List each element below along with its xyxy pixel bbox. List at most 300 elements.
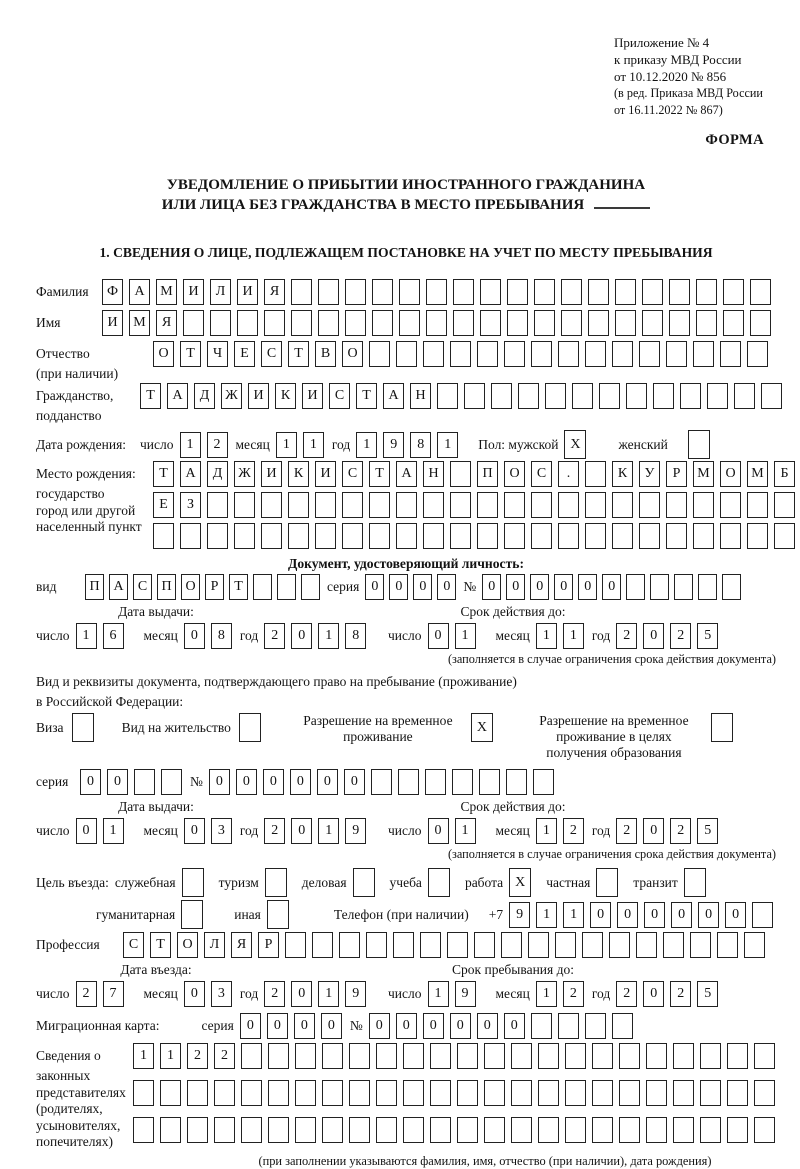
patronymic-cell[interactable]	[558, 341, 579, 367]
legal-reps-cell[interactable]	[349, 1117, 370, 1143]
entry-year-cell[interactable]: 0	[291, 981, 312, 1007]
legal-reps-cell[interactable]	[673, 1080, 694, 1106]
birth-place-cell[interactable]	[666, 523, 687, 549]
citizenship-cell[interactable]: А	[383, 383, 404, 409]
legal-reps-cell[interactable]	[538, 1117, 559, 1143]
birth-place-cell[interactable]	[720, 523, 741, 549]
patronymic-cell[interactable]: Е	[234, 341, 255, 367]
patronymic-cell[interactable]	[396, 341, 417, 367]
citizenship-cell[interactable]	[437, 383, 458, 409]
surname-cell[interactable]	[534, 279, 555, 305]
legal-reps-cell[interactable]	[349, 1080, 370, 1106]
entry-day-cell[interactable]: 7	[103, 981, 124, 1007]
birth-place-cell[interactable]: О	[504, 461, 525, 487]
name-cell[interactable]	[534, 310, 555, 336]
residence-expiry-day-cell[interactable]: 0	[428, 818, 449, 844]
residence-permit-checkbox[interactable]	[239, 713, 261, 742]
birth-place-cell[interactable]	[639, 523, 660, 549]
migration-number-cell[interactable]: 0	[504, 1013, 525, 1039]
birth-place-cell[interactable]	[504, 492, 525, 518]
surname-cell[interactable]: И	[237, 279, 258, 305]
legal-reps-cell[interactable]	[376, 1080, 397, 1106]
birth-place-cell[interactable]: У	[639, 461, 660, 487]
name-cell[interactable]	[318, 310, 339, 336]
legal-reps-cell[interactable]	[241, 1117, 262, 1143]
birth-place-cell[interactable]: К	[612, 461, 633, 487]
birth-place-cell[interactable]	[504, 523, 525, 549]
patronymic-cell[interactable]: О	[153, 341, 174, 367]
citizenship-cell[interactable]	[761, 383, 782, 409]
surname-cell[interactable]: М	[156, 279, 177, 305]
birth-place-cell[interactable]	[315, 523, 336, 549]
migration-number-cell[interactable]	[531, 1013, 552, 1039]
surname-cell[interactable]	[399, 279, 420, 305]
phone-digit-cell[interactable]	[752, 902, 773, 928]
stay-until-year-cell[interactable]: 0	[643, 981, 664, 1007]
legal-reps-cell[interactable]	[187, 1117, 208, 1143]
residence-issue-day-cell[interactable]: 1	[103, 818, 124, 844]
legal-reps-cell[interactable]	[268, 1080, 289, 1106]
legal-reps-cell[interactable]	[511, 1080, 532, 1106]
purpose-work-checkbox[interactable]: X	[509, 868, 531, 897]
legal-reps-cell[interactable]	[430, 1080, 451, 1106]
citizenship-cell[interactable]	[680, 383, 701, 409]
birth-place-cell[interactable]	[234, 523, 255, 549]
birth-place-cell[interactable]: П	[477, 461, 498, 487]
legal-reps-cell[interactable]	[376, 1117, 397, 1143]
birth-place-cell[interactable]: Д	[207, 461, 228, 487]
legal-reps-cell[interactable]	[160, 1080, 181, 1106]
doc-number-cell[interactable]: 0	[506, 574, 525, 600]
patronymic-cell[interactable]	[720, 341, 741, 367]
residence-number-cell[interactable]: 0	[236, 769, 257, 795]
legal-reps-cell[interactable]	[700, 1080, 721, 1106]
legal-reps-cell[interactable]	[484, 1117, 505, 1143]
residence-series-cell[interactable]	[161, 769, 182, 795]
legal-reps-cell[interactable]	[592, 1043, 613, 1069]
passport-expiry-month-cell[interactable]: 1	[563, 623, 584, 649]
surname-cell[interactable]	[615, 279, 636, 305]
citizenship-cell[interactable]: Ж	[221, 383, 242, 409]
purpose-transit-checkbox[interactable]	[684, 868, 706, 897]
birth-place-cell[interactable]	[342, 492, 363, 518]
purpose-business-checkbox[interactable]	[353, 868, 375, 897]
birth-place-cell[interactable]: Т	[153, 461, 174, 487]
doc-number-cell[interactable]: 0	[578, 574, 597, 600]
name-cell[interactable]	[615, 310, 636, 336]
legal-reps-cell[interactable]	[457, 1117, 478, 1143]
patronymic-cell[interactable]: С	[261, 341, 282, 367]
name-cell[interactable]	[507, 310, 528, 336]
profession-cell[interactable]: Р	[258, 932, 279, 958]
legal-reps-cell[interactable]	[403, 1117, 424, 1143]
profession-cell[interactable]	[528, 932, 549, 958]
legal-reps-cell[interactable]	[268, 1043, 289, 1069]
doc-type-cell[interactable]: П	[85, 574, 104, 600]
legal-reps-cell[interactable]	[295, 1117, 316, 1143]
profession-cell[interactable]	[285, 932, 306, 958]
entry-month-cell[interactable]: 0	[184, 981, 205, 1007]
profession-cell[interactable]: Я	[231, 932, 252, 958]
legal-reps-cell[interactable]	[538, 1043, 559, 1069]
migration-series-cell[interactable]: 0	[267, 1013, 288, 1039]
citizenship-cell[interactable]: С	[329, 383, 350, 409]
birth-place-cell[interactable]	[369, 492, 390, 518]
doc-number-cell[interactable]	[626, 574, 645, 600]
residence-expiry-day-cell[interactable]: 1	[455, 818, 476, 844]
legal-reps-cell[interactable]	[619, 1117, 640, 1143]
patronymic-cell[interactable]	[531, 341, 552, 367]
patronymic-cell[interactable]: Ч	[207, 341, 228, 367]
surname-cell[interactable]	[696, 279, 717, 305]
doc-type-cell[interactable]: А	[109, 574, 128, 600]
phone-digit-cell[interactable]: 0	[590, 902, 611, 928]
temp-residence-education-checkbox[interactable]	[711, 713, 733, 742]
citizenship-cell[interactable]	[599, 383, 620, 409]
passport-issue-day-cell[interactable]: 6	[103, 623, 124, 649]
profession-cell[interactable]	[420, 932, 441, 958]
residence-number-cell[interactable]: 0	[290, 769, 311, 795]
patronymic-cell[interactable]	[666, 341, 687, 367]
legal-reps-cell[interactable]	[619, 1080, 640, 1106]
profession-cell[interactable]: Т	[150, 932, 171, 958]
profession-cell[interactable]: С	[123, 932, 144, 958]
doc-type-cell[interactable]	[253, 574, 272, 600]
patronymic-cell[interactable]	[612, 341, 633, 367]
legal-reps-cell[interactable]	[511, 1117, 532, 1143]
legal-reps-cell[interactable]	[700, 1043, 721, 1069]
purpose-tourism-checkbox[interactable]	[265, 868, 287, 897]
birth-year-cell[interactable]: 1	[437, 432, 458, 458]
surname-cell[interactable]	[345, 279, 366, 305]
legal-reps-cell[interactable]	[646, 1117, 667, 1143]
name-cell[interactable]: И	[102, 310, 123, 336]
birth-place-cell[interactable]	[774, 492, 795, 518]
legal-reps-cell[interactable]	[592, 1117, 613, 1143]
citizenship-cell[interactable]	[518, 383, 539, 409]
residence-series-cell[interactable]: 0	[107, 769, 128, 795]
name-cell[interactable]	[750, 310, 771, 336]
stay-until-month-cell[interactable]: 1	[536, 981, 557, 1007]
surname-cell[interactable]	[453, 279, 474, 305]
birth-place-cell[interactable]: Ж	[234, 461, 255, 487]
doc-number-cell[interactable]	[722, 574, 741, 600]
name-cell[interactable]	[210, 310, 231, 336]
passport-issue-year-cell[interactable]: 2	[264, 623, 285, 649]
passport-expiry-year-cell[interactable]: 0	[643, 623, 664, 649]
birth-place-cell[interactable]	[612, 492, 633, 518]
migration-series-cell[interactable]: 0	[294, 1013, 315, 1039]
female-checkbox[interactable]	[688, 430, 710, 459]
profession-cell[interactable]	[447, 932, 468, 958]
doc-number-cell[interactable]: 0	[554, 574, 573, 600]
legal-reps-cell[interactable]	[565, 1080, 586, 1106]
stay-until-year-cell[interactable]: 2	[616, 981, 637, 1007]
legal-reps-cell[interactable]	[457, 1080, 478, 1106]
birth-place-cell[interactable]	[585, 461, 606, 487]
doc-type-cell[interactable]: Р	[205, 574, 224, 600]
surname-cell[interactable]	[372, 279, 393, 305]
legal-reps-cell[interactable]	[376, 1043, 397, 1069]
birth-year-cell[interactable]: 9	[383, 432, 404, 458]
residence-expiry-year-cell[interactable]: 2	[670, 818, 691, 844]
legal-reps-cell[interactable]	[214, 1117, 235, 1143]
surname-cell[interactable]: И	[183, 279, 204, 305]
migration-number-cell[interactable]: 0	[477, 1013, 498, 1039]
residence-issue-year-cell[interactable]: 1	[318, 818, 339, 844]
legal-reps-cell[interactable]: 2	[187, 1043, 208, 1069]
stay-until-year-cell[interactable]: 2	[670, 981, 691, 1007]
legal-reps-cell[interactable]	[511, 1043, 532, 1069]
legal-reps-cell[interactable]	[268, 1117, 289, 1143]
profession-cell[interactable]	[609, 932, 630, 958]
purpose-private-checkbox[interactable]	[596, 868, 618, 897]
migration-series-cell[interactable]: 0	[321, 1013, 342, 1039]
name-cell[interactable]	[696, 310, 717, 336]
birth-place-cell[interactable]: Б	[774, 461, 795, 487]
surname-cell[interactable]: Ф	[102, 279, 123, 305]
birth-place-cell[interactable]	[450, 492, 471, 518]
surname-cell[interactable]	[291, 279, 312, 305]
surname-cell[interactable]	[750, 279, 771, 305]
patronymic-cell[interactable]	[585, 341, 606, 367]
residence-expiry-year-cell[interactable]: 2	[616, 818, 637, 844]
legal-reps-cell[interactable]	[160, 1117, 181, 1143]
surname-cell[interactable]	[561, 279, 582, 305]
residence-issue-year-cell[interactable]: 9	[345, 818, 366, 844]
patronymic-cell[interactable]: О	[342, 341, 363, 367]
legal-reps-cell[interactable]	[727, 1043, 748, 1069]
birth-place-cell[interactable]	[261, 523, 282, 549]
entry-year-cell[interactable]: 9	[345, 981, 366, 1007]
name-cell[interactable]	[642, 310, 663, 336]
temp-residence-checkbox[interactable]: X	[471, 713, 493, 742]
profession-cell[interactable]	[636, 932, 657, 958]
surname-cell[interactable]	[318, 279, 339, 305]
entry-day-cell[interactable]: 2	[76, 981, 97, 1007]
profession-cell[interactable]: Л	[204, 932, 225, 958]
doc-number-cell[interactable]: 0	[530, 574, 549, 600]
legal-reps-cell[interactable]	[295, 1080, 316, 1106]
passport-expiry-year-cell[interactable]: 5	[697, 623, 718, 649]
doc-type-cell[interactable]: С	[133, 574, 152, 600]
legal-reps-cell[interactable]	[322, 1080, 343, 1106]
passport-issue-month-cell[interactable]: 0	[184, 623, 205, 649]
surname-cell[interactable]	[426, 279, 447, 305]
birth-place-cell[interactable]	[693, 492, 714, 518]
residence-expiry-month-cell[interactable]: 2	[563, 818, 584, 844]
residence-series-cell[interactable]: 0	[80, 769, 101, 795]
residence-expiry-month-cell[interactable]: 1	[536, 818, 557, 844]
profession-cell[interactable]	[717, 932, 738, 958]
phone-digit-cell[interactable]: 1	[536, 902, 557, 928]
birth-place-cell[interactable]: .	[558, 461, 579, 487]
surname-cell[interactable]	[480, 279, 501, 305]
phone-digit-cell[interactable]: 0	[671, 902, 692, 928]
legal-reps-cell[interactable]: 1	[160, 1043, 181, 1069]
residence-expiry-year-cell[interactable]: 5	[697, 818, 718, 844]
surname-cell[interactable]	[507, 279, 528, 305]
birth-year-cell[interactable]: 1	[356, 432, 377, 458]
patronymic-cell[interactable]	[504, 341, 525, 367]
legal-reps-cell[interactable]	[133, 1080, 154, 1106]
doc-number-cell[interactable]	[698, 574, 717, 600]
birth-place-cell[interactable]	[558, 523, 579, 549]
patronymic-cell[interactable]	[450, 341, 471, 367]
phone-digit-cell[interactable]: 0	[725, 902, 746, 928]
profession-cell[interactable]	[501, 932, 522, 958]
birth-place-cell[interactable]	[531, 523, 552, 549]
residence-expiry-year-cell[interactable]: 0	[643, 818, 664, 844]
phone-digit-cell[interactable]: 0	[617, 902, 638, 928]
purpose-other-checkbox[interactable]	[267, 900, 289, 929]
legal-reps-cell[interactable]	[241, 1043, 262, 1069]
citizenship-cell[interactable]	[626, 383, 647, 409]
residence-number-cell[interactable]	[479, 769, 500, 795]
legal-reps-cell[interactable]	[565, 1043, 586, 1069]
profession-cell[interactable]	[555, 932, 576, 958]
legal-reps-cell[interactable]	[592, 1080, 613, 1106]
birth-place-cell[interactable]: К	[288, 461, 309, 487]
doc-number-cell[interactable]: 0	[602, 574, 621, 600]
residence-number-cell[interactable]: 0	[344, 769, 365, 795]
legal-reps-cell[interactable]	[754, 1117, 775, 1143]
birth-place-cell[interactable]: С	[342, 461, 363, 487]
surname-cell[interactable]: Л	[210, 279, 231, 305]
legal-reps-cell[interactable]	[322, 1043, 343, 1069]
surname-cell[interactable]	[723, 279, 744, 305]
birth-place-cell[interactable]	[531, 492, 552, 518]
legal-reps-cell[interactable]	[322, 1117, 343, 1143]
residence-issue-year-cell[interactable]: 0	[291, 818, 312, 844]
residence-number-cell[interactable]: 0	[263, 769, 284, 795]
name-cell[interactable]	[399, 310, 420, 336]
birth-place-cell[interactable]	[396, 492, 417, 518]
profession-cell[interactable]	[339, 932, 360, 958]
residence-number-cell[interactable]	[533, 769, 554, 795]
profession-cell[interactable]	[690, 932, 711, 958]
profession-cell[interactable]	[312, 932, 333, 958]
passport-issue-day-cell[interactable]: 1	[76, 623, 97, 649]
residence-number-cell[interactable]	[371, 769, 392, 795]
legal-reps-cell[interactable]	[241, 1080, 262, 1106]
birth-place-cell[interactable]: И	[261, 461, 282, 487]
migration-number-cell[interactable]: 0	[450, 1013, 471, 1039]
profession-cell[interactable]	[744, 932, 765, 958]
birth-place-cell[interactable]: Р	[666, 461, 687, 487]
legal-reps-cell[interactable]	[565, 1117, 586, 1143]
legal-reps-cell[interactable]	[430, 1043, 451, 1069]
doc-type-cell[interactable]: О	[181, 574, 200, 600]
passport-issue-year-cell[interactable]: 0	[291, 623, 312, 649]
patronymic-cell[interactable]	[693, 341, 714, 367]
doc-series-cell[interactable]: 0	[437, 574, 456, 600]
legal-reps-cell[interactable]	[457, 1043, 478, 1069]
stay-until-year-cell[interactable]: 5	[697, 981, 718, 1007]
birth-month-cell[interactable]: 1	[276, 432, 297, 458]
purpose-humanitarian-checkbox[interactable]	[181, 900, 203, 929]
residence-number-cell[interactable]: 0	[317, 769, 338, 795]
birth-place-cell[interactable]	[234, 492, 255, 518]
stay-until-day-cell[interactable]: 9	[455, 981, 476, 1007]
birth-place-cell[interactable]: С	[531, 461, 552, 487]
birth-place-cell[interactable]	[423, 523, 444, 549]
birth-place-cell[interactable]	[180, 523, 201, 549]
profession-cell[interactable]	[393, 932, 414, 958]
birth-place-cell[interactable]	[747, 492, 768, 518]
migration-number-cell[interactable]	[585, 1013, 606, 1039]
phone-digit-cell[interactable]: 0	[644, 902, 665, 928]
birth-place-cell[interactable]	[450, 461, 471, 487]
birth-place-cell[interactable]: А	[396, 461, 417, 487]
birth-place-cell[interactable]	[612, 523, 633, 549]
name-cell[interactable]	[669, 310, 690, 336]
purpose-official-checkbox[interactable]	[182, 868, 204, 897]
birth-place-cell[interactable]: Т	[369, 461, 390, 487]
birth-place-cell[interactable]: М	[693, 461, 714, 487]
doc-type-cell[interactable]: Т	[229, 574, 248, 600]
citizenship-cell[interactable]: И	[248, 383, 269, 409]
citizenship-cell[interactable]: Н	[410, 383, 431, 409]
birth-place-cell[interactable]: О	[720, 461, 741, 487]
passport-issue-year-cell[interactable]: 1	[318, 623, 339, 649]
visa-checkbox[interactable]	[72, 713, 94, 742]
birth-place-cell[interactable]	[720, 492, 741, 518]
birth-place-cell[interactable]: Н	[423, 461, 444, 487]
legal-reps-cell[interactable]	[700, 1117, 721, 1143]
birth-day-cell[interactable]: 1	[180, 432, 201, 458]
stay-until-month-cell[interactable]: 2	[563, 981, 584, 1007]
passport-expiry-year-cell[interactable]: 2	[616, 623, 637, 649]
entry-month-cell[interactable]: 3	[211, 981, 232, 1007]
legal-reps-cell[interactable]	[754, 1043, 775, 1069]
patronymic-cell[interactable]	[639, 341, 660, 367]
citizenship-cell[interactable]	[491, 383, 512, 409]
male-checkbox[interactable]: X	[564, 430, 586, 459]
residence-number-cell[interactable]	[398, 769, 419, 795]
residence-number-cell[interactable]	[425, 769, 446, 795]
legal-reps-cell[interactable]	[187, 1080, 208, 1106]
legal-reps-cell[interactable]	[403, 1043, 424, 1069]
birth-place-cell[interactable]	[315, 492, 336, 518]
birth-year-cell[interactable]: 8	[410, 432, 431, 458]
patronymic-cell[interactable]	[423, 341, 444, 367]
surname-cell[interactable]	[669, 279, 690, 305]
legal-reps-cell[interactable]	[214, 1080, 235, 1106]
citizenship-cell[interactable]	[734, 383, 755, 409]
citizenship-cell[interactable]	[545, 383, 566, 409]
birth-place-cell[interactable]	[558, 492, 579, 518]
patronymic-cell[interactable]	[747, 341, 768, 367]
birth-place-cell[interactable]: З	[180, 492, 201, 518]
migration-number-cell[interactable]: 0	[423, 1013, 444, 1039]
profession-cell[interactable]	[474, 932, 495, 958]
stay-until-day-cell[interactable]: 1	[428, 981, 449, 1007]
name-cell[interactable]: М	[129, 310, 150, 336]
passport-issue-year-cell[interactable]: 8	[345, 623, 366, 649]
birth-place-cell[interactable]	[207, 523, 228, 549]
legal-reps-cell[interactable]	[646, 1080, 667, 1106]
birth-place-cell[interactable]: М	[747, 461, 768, 487]
birth-place-cell[interactable]	[666, 492, 687, 518]
doc-number-cell[interactable]	[650, 574, 669, 600]
residence-number-cell[interactable]: 0	[209, 769, 230, 795]
citizenship-cell[interactable]: А	[167, 383, 188, 409]
residence-issue-day-cell[interactable]: 0	[76, 818, 97, 844]
birth-place-cell[interactable]	[477, 523, 498, 549]
residence-series-cell[interactable]	[134, 769, 155, 795]
residence-issue-month-cell[interactable]: 0	[184, 818, 205, 844]
